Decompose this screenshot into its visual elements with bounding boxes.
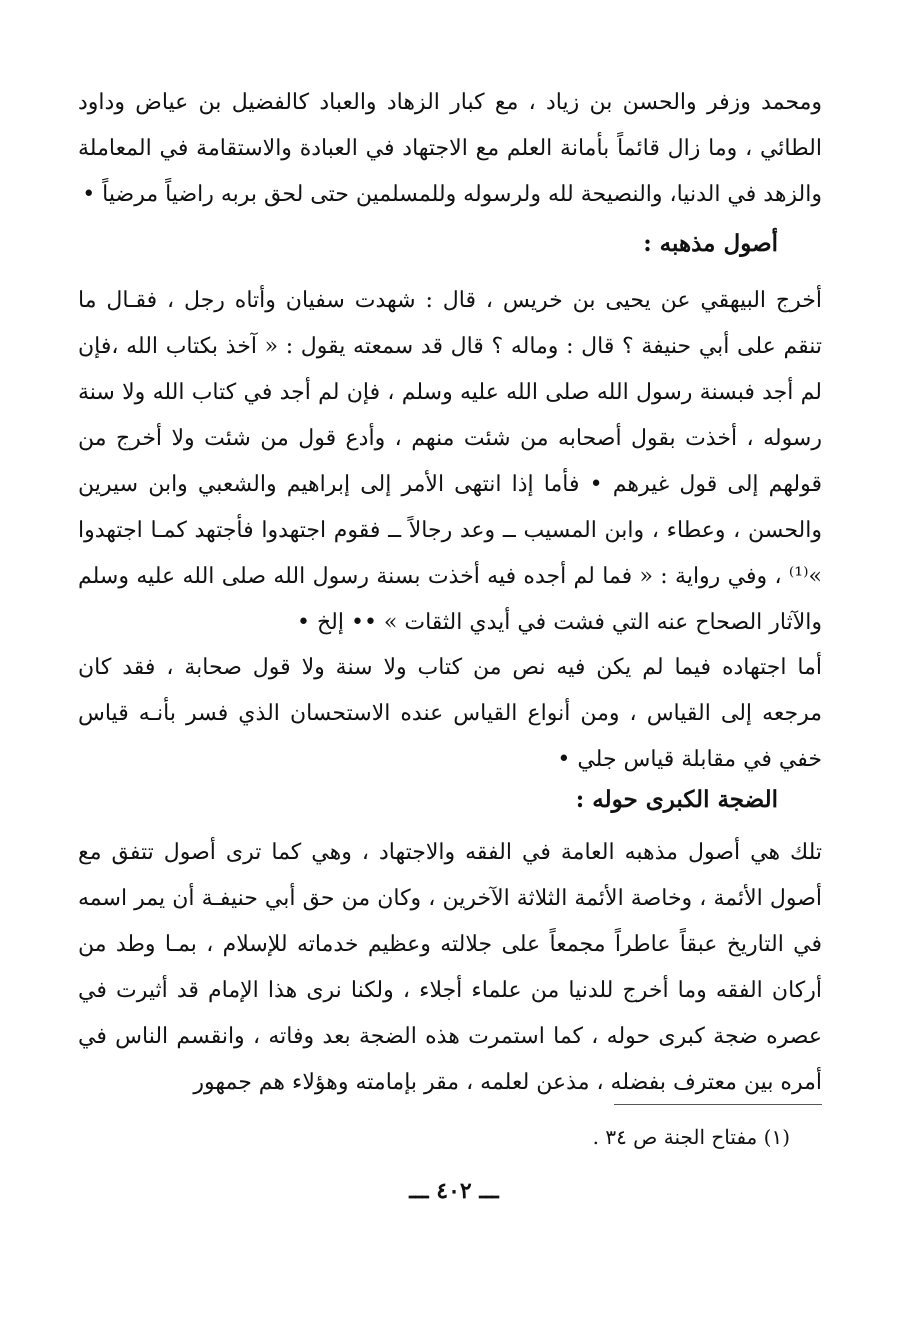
paragraph-controversy: تلك هي أصول مذهبه العامة في الفقه والاجتهاد ، وهي كما ترى أصول تتفق مع أصول الأئمة ، وخاصة الأئمة الثلاثة الآخرين ، وكان من حق أبي حنيفـة أن يمر اسمه في التاريخ عبقاً عاطراً مجمعاً على جلالته وعظيم خدماته للإسلام ، بمـا وطد من أركان الفقه وما أخرج للدنيا من علماء أجلاء ، ولكنا نرى هذا الإمام قد أثيرت في عصره ضجة كبرى حوله ، كما استمرت هذه الضجة بعد وفاته ، وانقسم الناس في أمره بين معترف بفضله ، مذعن لعلمه ، مقر بإمامته وهؤلاء هم جمهور	[78, 840, 822, 1095]
section-heading-principles: أصول مذهبه :	[643, 230, 778, 257]
section-heading-controversy: الضجة الكبرى حوله :	[575, 786, 778, 813]
footnote-divider	[614, 1104, 822, 1105]
paragraph-bayhaqi-narration: أخرج البيهقي عن يحيى بن خريس ، قال : شهدت سفيان وأتاه رجل ، فقـال ما تنقم على أبي حنيفة ؟ قال : وماله ؟ قال قد سمعته يقول : « آخذ بكتاب الله ،فإن لم أجد فبسنة رسول الله صلى الله عليه وسلم ، فإن لم أجد في كتاب الله ولا سنة رسوله ، أخذت بقول أصحابه من شئت منهم ، وأدع قول من شئت ولا أخرج من قولهم إلى قول غيرهم • فأما إذا انتهى الأمر إلى إبراهيم والشعبي وابن سيرين والحسن ، وعطاء ، وابن المسيب ــ وعد رجالاً ــ فقوم اجتهدوا فأجتهد كمـا اجتهدوا »⁽¹⁾ ، وفي رواية : « فما لم أجده فيه أخذت بسنة رسول الله صلى الله عليه وسلم والآثار الصحاح عنه التي فشت في أيدي الثقات » •• إلخ •	[78, 288, 822, 635]
footnote: (١) مفتاح الجنة ص ٣٤ .	[592, 1125, 790, 1149]
page-number: ـــ ٤٠٢ ـــ	[409, 1178, 499, 1204]
paragraph-continuation: ومحمد وزفر والحسن بن زياد ، مع كبار الزهاد والعباد كالفضيل بن عياض وداود الطائي ، وما زال قائماً بأمانة العلم مع الاجتهاد في العبادة والاستقامة في المعاملة والزهد في الدنيا، والنصيحة لله ولرسوله وللمسلمين حتى لحق بربه راضياً مرضياً •	[78, 90, 822, 207]
paragraph-ijtihad-qiyas: أما اجتهاده فيما لم يكن فيه نص من كتاب ولا سنة ولا قول صحابة ، فقد كان مرجعه إلى القياس ، ومن أنواع القياس عنده الاستحسان الذي فسر بأنـه قياس خفي في مقابلة قياس جلي •	[78, 655, 822, 772]
